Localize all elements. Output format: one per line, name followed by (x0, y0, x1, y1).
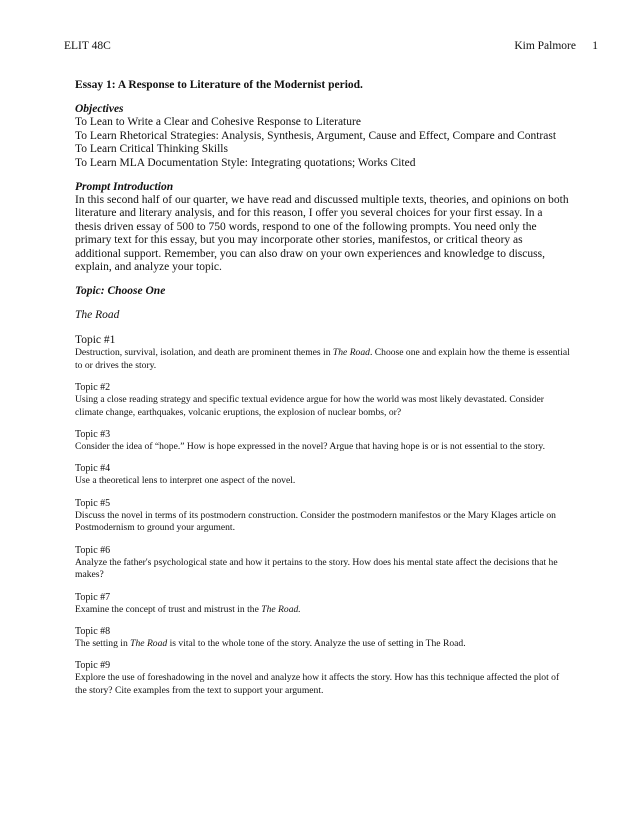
topic-item (75, 660, 570, 697)
topic-item (75, 463, 570, 487)
objective-item: To Learn MLA Documentation Style: Integrating quotations; Works Cited (75, 156, 416, 169)
topic-label: Topic #2 (75, 382, 111, 394)
topic-text-part: is vital to the whole tone of the story. Analyze the use of setting in The Road. (167, 637, 466, 649)
topic-text-part: Consider the idea of “hope.” How is hope expressed in the novel? Argue that having hope is or is not essential to the story. (75, 441, 545, 453)
topic-item (75, 545, 570, 582)
topic-heading (75, 284, 570, 298)
topic-text (75, 510, 570, 535)
topic-text-emphasis: The Road (130, 637, 168, 649)
topic-item (75, 334, 570, 372)
topic-text-part: Destruction, survival, isolation, and death are prominent themes in (75, 347, 333, 359)
topic-text (75, 394, 570, 419)
topic-item (75, 498, 570, 535)
topic-heading-label: Topic (75, 285, 101, 298)
course-code: ELIT 48C (64, 40, 111, 52)
topic-label: Topic #1 (75, 334, 116, 347)
prompt-intro-heading: Prompt Introduction (75, 181, 174, 193)
page-header (64, 40, 598, 56)
topic-text (75, 475, 570, 487)
objective-item: To Lean to Write a Clear and Cohesive Response to Literature (75, 116, 361, 128)
prompt-intro-text: In this second half of our quarter, we have read and discussed multiple texts, theories, and opinions on both literature and literary analysis, and for this reason, I offer you several choices for your first essay. In a thesis driven essay of 500 to 750 words, respond to one of the following prompts. You need only the primary text for this essay, but you may incorporate other stories, manifestos, or critical theory as additional support. Remember, you can also draw on your own experiences and knowledge to discuss, explain, and analyze your topic. (75, 194, 569, 274)
topic-list (75, 334, 570, 697)
topic-text-part: Using a close reading strategy and specific textual evidence argue for how the world was most likely devastated. Consider climate change, earthquakes, volcanic eruptions, the explosion of nuclear bombs, or? (75, 394, 544, 418)
topic-item (75, 382, 570, 419)
prompt-intro-section (75, 180, 570, 274)
topic-text-part: Discuss the novel in terms of its postmodern construction. Consider the postmodern manifestos or the Mary Klages article on Postmodernism to ground your argument. (75, 509, 556, 534)
topic-text (75, 441, 570, 453)
topic-text-part: Examine the concept of trust and mistrust in the (75, 603, 262, 615)
document-body (75, 78, 570, 707)
topic-item (75, 592, 570, 616)
topic-text (75, 672, 570, 697)
essay-title: Essay 1: A Response to Literature of the Modernist period. (75, 79, 363, 91)
objective-item: To Learn Critical Thinking Skills (75, 143, 228, 155)
topic-text-part: The setting in (75, 637, 131, 649)
topic-label: Topic #7 (75, 591, 111, 603)
topic-text-part: . Choose one and explain how the theme is essential to or drives the story. (75, 347, 570, 371)
topic-text-part: Analyze the father's psychological state and how it pertains to the story. How does his mental state affect the decisions that he makes? (75, 556, 558, 581)
objective-item: To Learn Rhetorical Strategies: Analysis, Synthesis, Argument, Cause and Effect, Compare and Contrast (75, 129, 557, 142)
topic-text (75, 638, 570, 650)
topic-heading-suffix: : Choose One (100, 285, 166, 298)
author-name: Kim Palmore (514, 40, 576, 52)
topic-text (75, 557, 570, 582)
topic-label: Topic #3 (75, 429, 111, 441)
topic-label: Topic #9 (75, 660, 111, 672)
topic-label: Topic #4 (75, 463, 111, 475)
topic-text (75, 347, 570, 372)
topic-item (75, 429, 570, 453)
topic-text (75, 604, 570, 616)
page-number: 1 (592, 40, 598, 52)
objectives-heading: Objectives (75, 103, 124, 115)
topic-item (75, 626, 570, 650)
topic-text-emphasis: The Road. (261, 603, 301, 615)
topic-label: Topic #5 (75, 497, 111, 509)
objectives-section (75, 102, 570, 170)
topic-label: Topic #6 (75, 544, 111, 556)
topic-text-emphasis: The Road (332, 347, 370, 359)
topic-text-part: Use a theoretical lens to interpret one aspect of the novel. (75, 475, 296, 487)
topic-label: Topic #8 (75, 625, 111, 637)
book-title: The Road (75, 309, 120, 322)
topic-text-part: Explore the use of foreshadowing in the novel and analyze how it affects the story. How has this technique affected the plot of the story? Cite examples from the text to support your argument. (75, 672, 560, 696)
